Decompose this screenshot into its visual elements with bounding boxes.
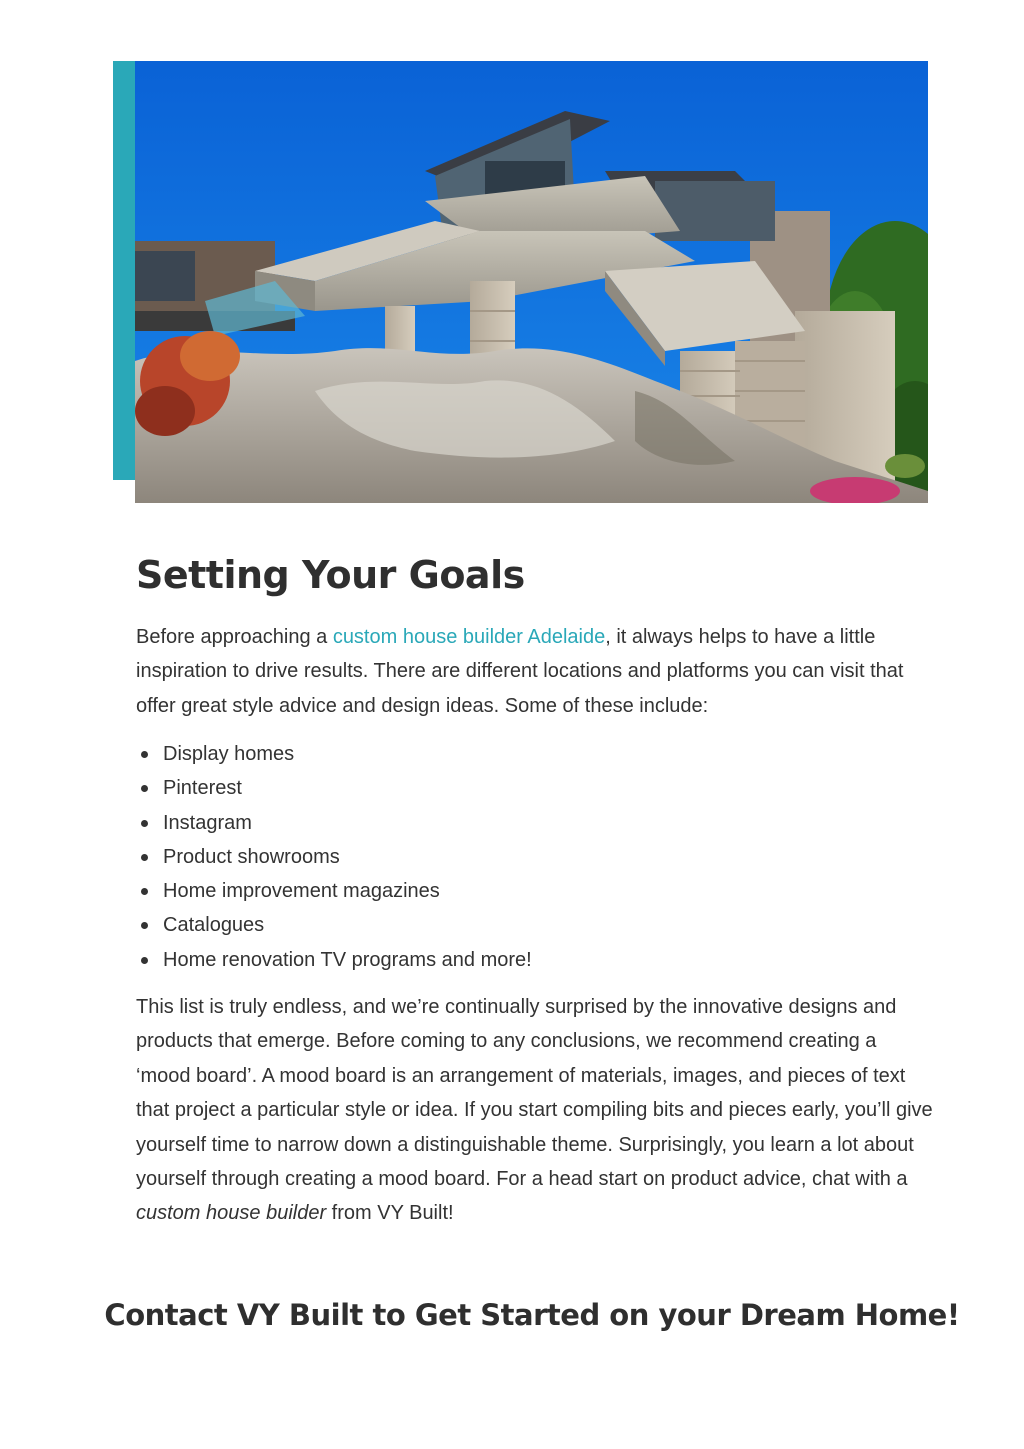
inspiration-list (136, 737, 532, 977)
list-item: Display homes (136, 737, 532, 771)
closing-text-end: from VY Built! (326, 1202, 454, 1225)
cta-heading: Contact VY Built to Get Started on your Dream Home! (104, 1298, 960, 1332)
list-item: Instagram (136, 806, 532, 840)
list-item: Home renovation TV programs and more! (136, 943, 532, 977)
intro-text-after-link: , it always helps to have a little inspiration to drive results. There are different locations and platforms you can visit that offer great style advice and design ideas. Some of these include: (136, 626, 904, 717)
hero-accent-bar (113, 61, 136, 480)
custom-house-builder-link[interactable]: custom house builder Adelaide (332, 626, 606, 648)
closing-paragraph (136, 990, 936, 1231)
closing-emphasis: custom house builder (136, 1202, 327, 1225)
list-item: Pinterest (136, 771, 532, 805)
house-illustration (135, 61, 928, 503)
closing-text: This list is truly endless, and we’re continually surprised by the innovative designs and products that emerge. Before coming to any conclusions, we recommend creating a ‘mood board’. A mood board is an arrangement of materials, images, and pieces of text that project a particular style or idea. If you start compiling bits and pieces early, you’ll give yourself time to narrow down a distinguishable theme. Surprisingly, you learn a lot about yourself through creating a mood board. For a head start on product advice, chat with a (136, 996, 933, 1191)
list-item: Product showrooms (136, 840, 532, 874)
list-item: Home improvement magazines (136, 874, 532, 908)
list-item: Catalogues (136, 908, 532, 942)
section-title: Setting Your Goals (136, 553, 525, 597)
intro-paragraph (136, 620, 936, 723)
intro-text-before-link: Before approaching a (136, 626, 333, 648)
hero-image (135, 61, 928, 503)
